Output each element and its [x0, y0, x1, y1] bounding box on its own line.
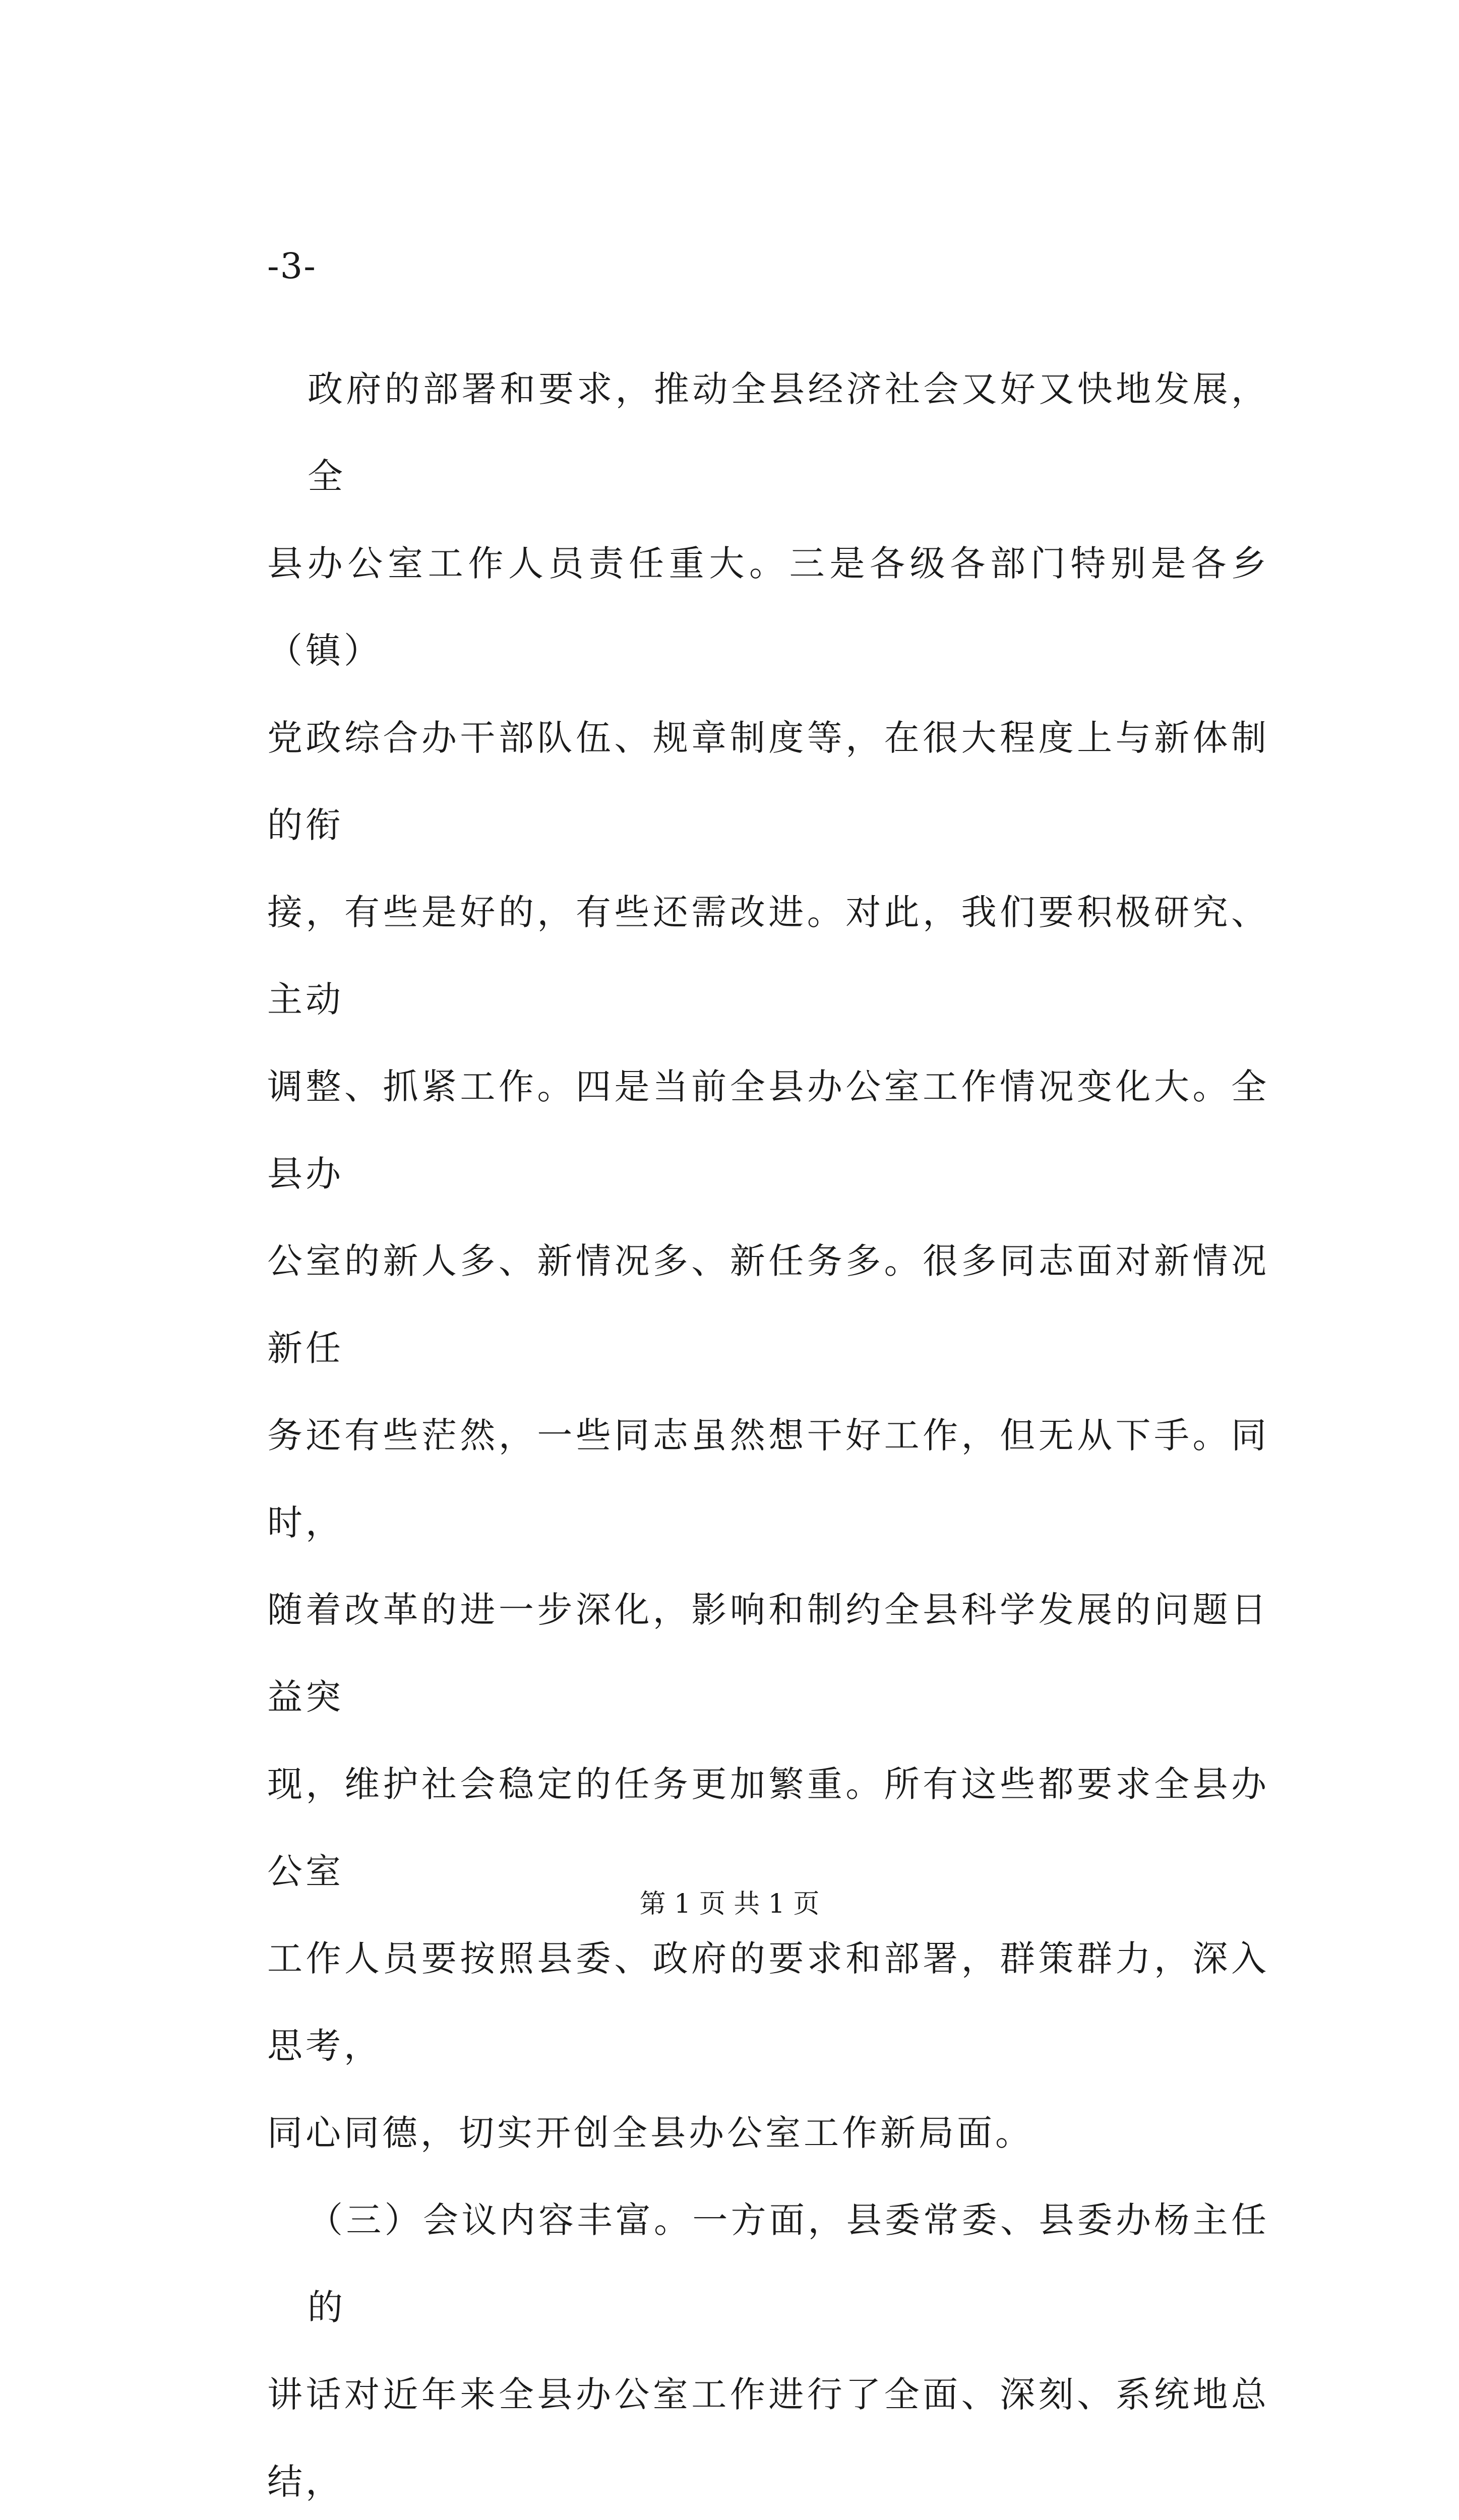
line: 县办公室工作人员责任重大。三是各级各部门特别是各乡（镇）	[267, 543, 1269, 671]
line: 党政综合办干部队伍、规章制度等，在很大程度上与新体制的衔	[267, 717, 1269, 846]
paragraph-2	[267, 2177, 1269, 2520]
line: 讲话对近年来全县办公室工作进行了全面、深刻、系统地总结，	[267, 2374, 1269, 2502]
line: 接，有些是好的，有些还需改进。对此，我们要积极研究、主动	[267, 892, 1269, 1020]
page-footer: 第 1 页 共 1 页	[639, 1889, 820, 1919]
line: （三）会议内容丰富。一方面，县委常委、县委办杨主任的	[308, 2199, 1269, 2328]
line: 随着改革的进一步深化，影响和制约全县科学发展的问题日益突	[267, 1589, 1269, 1718]
line: 政府的部署和要求，推动全县经济社会又好又快地发展，全	[308, 368, 1269, 497]
line: 务还有些茫然，一些同志虽然想干好工作，但无从下手。同时，	[267, 1415, 1269, 1543]
document-body	[267, 346, 1269, 2520]
line: 调整、抓紧工作。四是当前全县办公室工作情况变化大。全县办	[267, 1066, 1269, 1194]
line: 同心同德，切实开创全县办公室工作新局面。	[267, 2112, 1034, 2154]
line: 现，维护社会稳定的任务更加繁重。所有这些都要求全县办公室	[267, 1763, 1269, 1892]
line: 工作人员要按照县委、政府的要求和部署，群策群力，深入思考，	[267, 1938, 1269, 2066]
page-marker: -3-	[267, 245, 317, 287]
line: 公室的新人多、新情况多、新任务多。很多同志面对新情况新任	[267, 1240, 1269, 1369]
